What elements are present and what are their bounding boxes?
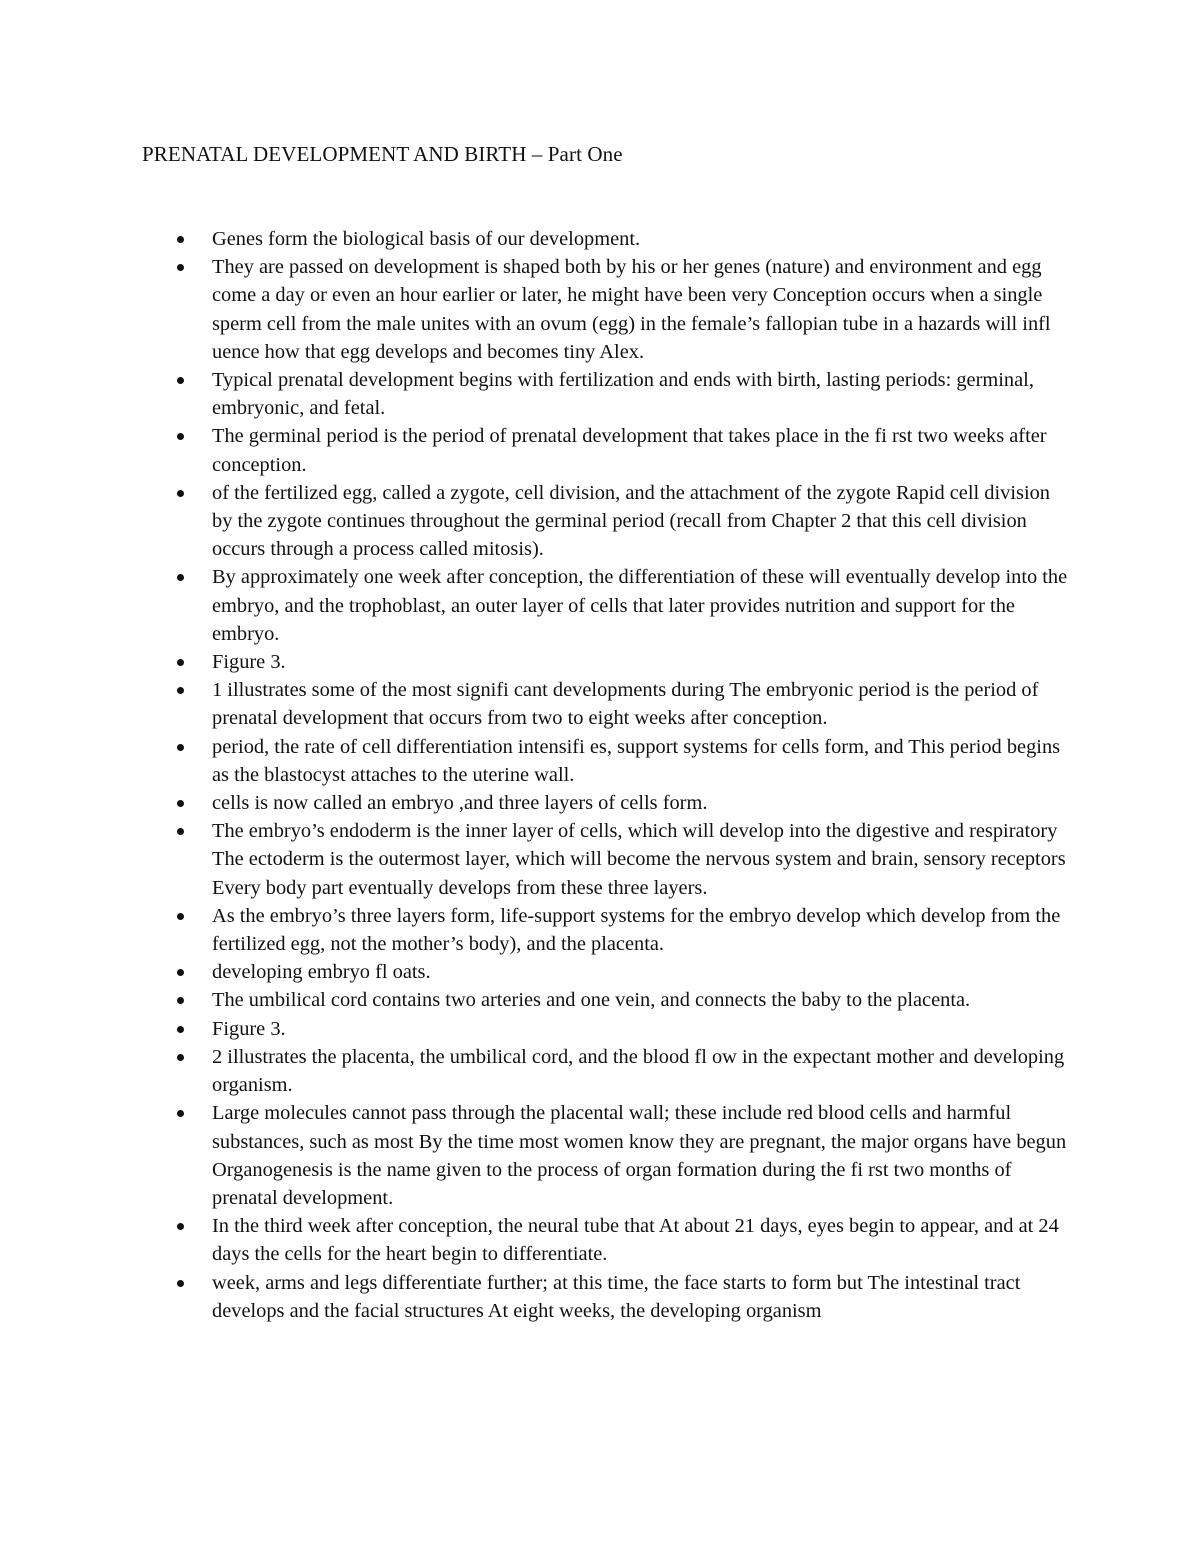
bullet-icon — [177, 236, 184, 243]
list-item — [212, 902, 1072, 958]
bullet-text: developing embryo fl oats. — [212, 961, 431, 984]
bullet-text: The umbilical cord contains two arteries and one vein, and connects the baby to the placenta. — [212, 989, 971, 1012]
bullet-text: The germinal period is the period of prenatal development that takes place in the fi rst two weeks after conception. — [212, 425, 1047, 476]
list-item — [212, 422, 1072, 478]
bullet-icon — [177, 969, 184, 976]
bullet-icon — [177, 433, 184, 440]
list-item — [212, 479, 1072, 564]
bullet-icon — [177, 1110, 184, 1117]
bullet-text: In the third week after conception, the neural tube that At about 21 days, eyes begin to appear, and at 24 days the cells for the heart begin to differentiate. — [212, 1215, 1059, 1266]
bullet-icon — [177, 659, 184, 666]
bullet-text: week, arms and legs differentiate further; at this time, the face starts to form but The intestinal tract develops and the facial structures At eight weeks, the developing organism — [212, 1271, 1021, 1322]
bullet-text: 2 illustrates the placenta, the umbilical cord, and the blood fl ow in the expectant mother and developing organism. — [212, 1045, 1065, 1097]
list-item — [212, 817, 1072, 902]
list-item — [212, 225, 1072, 253]
bullet-icon — [177, 1026, 184, 1033]
list-item — [212, 366, 1072, 422]
list-item — [212, 563, 1072, 648]
list-item — [212, 1099, 1072, 1212]
list-item — [212, 789, 1072, 817]
bullet-text: of the fertilized egg, called a zygote, cell division, and the attachment of the zygote Rapid cell division by the zygote continues throughout the germinal period (recall from Chapter 2 that this cell division occurs through a process called mitosis). — [212, 481, 1050, 561]
bullet-icon — [177, 264, 184, 271]
list-item — [212, 958, 1072, 986]
bullet-icon — [177, 744, 184, 751]
bullet-text: Genes form the biological basis of our development. — [212, 228, 641, 250]
bullet-icon — [177, 1223, 184, 1230]
bullet-text: period, the rate of cell differentiation intensifi es, support systems for cells form, and This period begins as the blastocyst attaches to the uterine wall. — [212, 735, 1061, 786]
list-item — [212, 1043, 1072, 1099]
bullet-text: As the embryo’s three layers form, life-support systems for the embryo develop which develop from the fertilized egg, not the mother’s body), and the placenta. — [212, 904, 1061, 956]
list-item — [212, 1015, 1072, 1043]
list-item — [212, 1269, 1072, 1325]
bullet-text: cells is now called an embryo ,and three layers of cells form. — [212, 792, 708, 815]
bullet-icon — [177, 574, 184, 581]
bullet-text: Typical prenatal development begins with fertilization and ends with birth, lasting periods: germinal, embryonic, and fetal. — [212, 369, 1034, 420]
bullet-icon — [177, 1054, 184, 1061]
bullet-text: By approximately one week after conception, the differentiation of these will eventually develop into the embryo, and the trophoblast, an outer layer of cells that later provides nutrition and support for the embryo. — [212, 566, 1068, 645]
bullet-list — [212, 225, 1072, 1325]
list-item — [212, 1212, 1072, 1268]
bullet-icon — [177, 913, 184, 920]
list-item — [212, 676, 1072, 732]
document-title: PRENATAL DEVELOPMENT AND BIRTH – Part One — [142, 142, 623, 166]
bullet-icon — [177, 800, 184, 807]
bullet-text: Figure 3. — [212, 1017, 286, 1040]
list-item — [212, 733, 1072, 789]
bullet-icon — [177, 377, 184, 384]
bullet-text: They are passed on development is shaped both by his or her genes (nature) and environment and egg come a day or even an hour earlier or later, he might have been very Conception occurs when a single sperm cell from the male unites with an ovum (egg) in the female’s fallopian tube in a hazards will infl uence how that egg develops and becomes tiny Alex. — [212, 256, 1051, 363]
bullet-icon — [177, 687, 184, 694]
bullet-text: Figure 3. — [212, 651, 286, 674]
bullet-icon — [177, 828, 184, 835]
bullet-icon — [177, 997, 184, 1004]
list-item — [212, 648, 1072, 676]
bullet-icon — [177, 1280, 184, 1287]
list-item — [212, 253, 1072, 366]
bullet-text: 1 illustrates some of the most signifi cant developments during The embryonic period is the period of prenatal development that occurs from two to eight weeks after conception. — [212, 679, 1039, 730]
bullet-text: The embryo’s endoderm is the inner layer of cells, which will develop into the digestive and respiratory The ectoderm is the outermost layer, which will become the nervous system and brain, sensory receptors Every body part eventually develops from these three layers. — [212, 820, 1066, 899]
bullet-text: Large molecules cannot pass through the placental wall; these include red blood cells and harmful substances, such as most By the time most women know they are pregnant, the major organs have begun Organogenesis is the name given to the process of organ formation during the fi rst two months of prenatal development. — [212, 1102, 1067, 1209]
list-item — [212, 986, 1072, 1014]
bullet-icon — [177, 490, 184, 497]
